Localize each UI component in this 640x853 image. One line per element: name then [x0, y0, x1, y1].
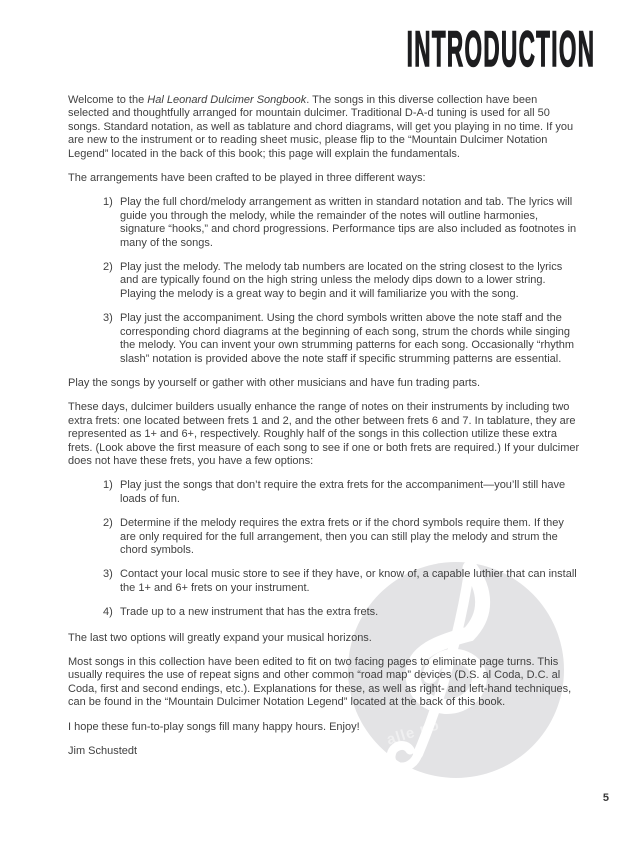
list-item-number: 1)	[103, 196, 113, 209]
ways-intro-paragraph: The arrangements have been crafted to be played in three different ways:	[68, 172, 426, 185]
list-item-text: Play just the accompaniment. Using the chord symbols written above the note staff and the corresponding chord diagrams at the beginning of each song, strum the chords while singing the melody. You can invent your own strumming patterns for each song. Occasionally “rhythm slash” notation is provided above the note staff if specific strumming patterns are essential.	[120, 312, 575, 365]
list-item-text: Play just the songs that don’t require the extra frets for the accompaniment—you’ll still have loads of fun.	[120, 479, 566, 505]
list-item	[68, 479, 580, 506]
list-item	[68, 196, 580, 250]
list-item	[68, 312, 580, 366]
editing-paragraph: Most songs in this collection have been edited to fit on two facing pages to eliminate page turns. This usually requires the use of repeat signs and other common “road map” devices (D.S. al Coda, D.C. al Coda, first and second endings, etc.). Explanations for these, as well as right- and left-hand techniques, can be found in the “Mountain Dulcimer Notation Legend” located at the back of this book.	[68, 656, 572, 709]
list-item-number: 2)	[103, 517, 113, 530]
intro-pre: Welcome to the	[68, 94, 148, 106]
play-together-paragraph: Play the songs by yourself or gather with other musicians and have fun trading parts.	[68, 376, 481, 389]
list-item-number: 3)	[103, 568, 113, 581]
signature: Jim Schustedt	[68, 745, 138, 758]
intro-paragraph	[68, 94, 580, 161]
ways-list	[68, 196, 580, 365]
list-item	[68, 517, 580, 557]
options-note-paragraph: The last two options will greatly expand your musical horizons.	[68, 631, 372, 644]
list-item	[68, 261, 580, 301]
title-row	[176, 21, 595, 77]
list-item-text: Determine if the melody requires the extra frets or if the chord symbols require them. If they are only required for the full arrangement, then you can still play the melody and strum the chord symbols.	[120, 517, 564, 556]
book-title-italic: Hal Leonard Dulcimer Songbook	[147, 94, 307, 106]
page-body	[68, 94, 580, 769]
list-item-text: Trade up to a new instrument that has the extra frets.	[120, 606, 379, 619]
options-list	[68, 479, 580, 619]
list-item-number: 3)	[103, 312, 113, 325]
intro-post: . The songs in this diverse collection have been selected and thoughtfully arranged for mountain dulcimer. Traditional D-A-d tuning is used for all 50 songs. Standard notation, as well as tablature and chord diagrams, will get you playing in no time. If you are new to the instrument or to reading sheet music, please flip to the “Mountain Dulcimer Notation Legend” located in the back of this book; this page will explain the fundamentals.	[68, 94, 574, 160]
list-item	[68, 568, 580, 595]
page-title: INTRODUCTION	[406, 21, 595, 77]
list-item-text: Contact your local music store to see if they have, or know of, a capable luthier that can install the 1+ and 6+ frets on your instrument.	[120, 568, 577, 594]
page-number: 5	[602, 792, 609, 804]
watermark-text: alle no	[384, 716, 442, 749]
list-item	[68, 606, 580, 619]
closing-paragraph: I hope these fun-to-play songs fill many happy hours. Enjoy!	[68, 720, 360, 733]
list-item-text: Play just the melody. The melody tab numbers are located on the string closest to the lyrics and are typically found on the high string unless the melody dips down to a lower string. Playing the melody is a great way to begin and it will familiarize you with the song.	[120, 261, 563, 300]
list-item-number: 1)	[103, 479, 113, 492]
extra-frets-paragraph: These days, dulcimer builders usually enhance the range of notes on their instruments by including two extra frets: one located between frets 1 and 2, and the other between frets 6 and 7. In tablature, they are represented as 1+ and 6+, respectively. Roughly half of the songs in this collection utilize these extra frets. (Look above the first measure of each song to see if one or both frets are required.) If your dulcimer does not have these frets, you have a few options:	[68, 401, 580, 467]
list-item-number: 4)	[103, 606, 113, 619]
list-item-text: Play the full chord/melody arrangement as written in standard notation and tab. The lyrics will guide you through the melody, while the remainder of the notes will outline harmonies, signature “hooks,” and chord progressions. Performance tips are also included as footnotes in many of the songs.	[120, 196, 577, 249]
list-item-number: 2)	[103, 261, 113, 274]
